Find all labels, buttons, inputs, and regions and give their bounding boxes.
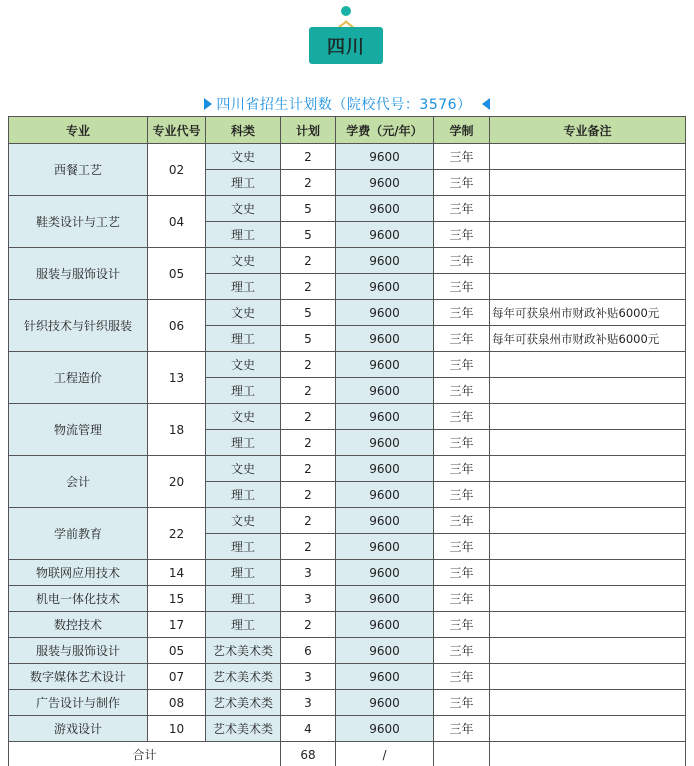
plan-cell: 3 xyxy=(281,664,336,690)
fee-cell: 9600 xyxy=(336,404,434,430)
years-cell: 三年 xyxy=(434,690,490,716)
arrow-left-icon xyxy=(482,98,490,110)
major-cell: 服装与服饰设计 xyxy=(9,638,148,664)
years-cell: 三年 xyxy=(434,404,490,430)
subject-cell: 艺术美术类 xyxy=(206,690,281,716)
subject-cell: 理工 xyxy=(206,482,281,508)
note-cell xyxy=(490,222,686,248)
fee-cell: 9600 xyxy=(336,352,434,378)
subject-cell: 理工 xyxy=(206,560,281,586)
years-cell: 三年 xyxy=(434,560,490,586)
table-row xyxy=(9,612,686,638)
column-header: 专业备注 xyxy=(490,117,686,144)
total-years xyxy=(434,742,490,766)
table-row xyxy=(9,508,686,534)
years-cell: 三年 xyxy=(434,170,490,196)
years-cell: 三年 xyxy=(434,248,490,274)
table-row xyxy=(9,586,686,612)
major-code-cell: 22 xyxy=(148,508,206,560)
column-header: 科类 xyxy=(206,117,281,144)
note-cell xyxy=(490,248,686,274)
note-cell xyxy=(490,482,686,508)
fee-cell: 9600 xyxy=(336,326,434,352)
major-cell: 广告设计与制作 xyxy=(9,690,148,716)
major-code-cell: 05 xyxy=(148,248,206,300)
note-cell xyxy=(490,690,686,716)
table-title: 四川省招生计划数（院校代号：3576） xyxy=(216,97,472,113)
note-cell xyxy=(490,196,686,222)
plan-cell: 2 xyxy=(281,508,336,534)
plan-cell: 5 xyxy=(281,326,336,352)
note-cell xyxy=(490,456,686,482)
table-row xyxy=(9,560,686,586)
plan-cell: 2 xyxy=(281,534,336,560)
subject-cell: 艺术美术类 xyxy=(206,638,281,664)
table-row xyxy=(9,638,686,664)
plan-cell: 2 xyxy=(281,482,336,508)
subject-cell: 文史 xyxy=(206,508,281,534)
subject-cell: 理工 xyxy=(206,534,281,560)
total-row xyxy=(9,742,686,766)
note-cell xyxy=(490,352,686,378)
major-code-cell: 15 xyxy=(148,586,206,612)
major-code-cell: 20 xyxy=(148,456,206,508)
major-cell: 数字媒体艺术设计 xyxy=(9,664,148,690)
years-cell: 三年 xyxy=(434,664,490,690)
note-cell xyxy=(490,586,686,612)
plan-cell: 2 xyxy=(281,170,336,196)
note-cell xyxy=(490,430,686,456)
fee-cell: 9600 xyxy=(336,716,434,742)
years-cell: 三年 xyxy=(434,716,490,742)
years-cell: 三年 xyxy=(434,326,490,352)
table-row xyxy=(9,456,686,482)
major-code-cell: 06 xyxy=(148,300,206,352)
major-code-cell: 05 xyxy=(148,638,206,664)
major-code-cell: 13 xyxy=(148,352,206,404)
plan-cell: 5 xyxy=(281,300,336,326)
arrow-right-icon xyxy=(204,98,212,110)
major-code-cell: 07 xyxy=(148,664,206,690)
total-fee: / xyxy=(336,742,434,766)
total-note xyxy=(490,742,686,766)
table-row xyxy=(9,690,686,716)
years-cell: 三年 xyxy=(434,586,490,612)
plan-cell: 4 xyxy=(281,716,336,742)
years-cell: 三年 xyxy=(434,638,490,664)
column-header: 学制 xyxy=(434,117,490,144)
major-cell: 物联网应用技术 xyxy=(9,560,148,586)
years-cell: 三年 xyxy=(434,508,490,534)
fee-cell: 9600 xyxy=(336,482,434,508)
fee-cell: 9600 xyxy=(336,222,434,248)
fee-cell: 9600 xyxy=(336,560,434,586)
plan-cell: 2 xyxy=(281,378,336,404)
note-cell xyxy=(490,716,686,742)
subject-cell: 艺术美术类 xyxy=(206,664,281,690)
plan-cell: 2 xyxy=(281,274,336,300)
major-cell: 游戏设计 xyxy=(9,716,148,742)
plan-cell: 5 xyxy=(281,222,336,248)
subject-cell: 理工 xyxy=(206,586,281,612)
province-sign-label: 四川 xyxy=(309,27,383,64)
table-row xyxy=(9,716,686,742)
fee-cell: 9600 xyxy=(336,664,434,690)
sign-pin-icon xyxy=(341,6,351,16)
plan-cell: 3 xyxy=(281,560,336,586)
plan-cell: 5 xyxy=(281,196,336,222)
subject-cell: 文史 xyxy=(206,144,281,170)
table-header-row xyxy=(9,117,686,144)
fee-cell: 9600 xyxy=(336,612,434,638)
fee-cell: 9600 xyxy=(336,690,434,716)
years-cell: 三年 xyxy=(434,222,490,248)
plan-cell: 2 xyxy=(281,456,336,482)
fee-cell: 9600 xyxy=(336,456,434,482)
note-cell: 每年可获泉州市财政补贴6000元 xyxy=(490,326,686,352)
column-header: 学费（元/年） xyxy=(336,117,434,144)
table-row xyxy=(9,300,686,326)
note-cell xyxy=(490,638,686,664)
subject-cell: 文史 xyxy=(206,456,281,482)
plan-cell: 2 xyxy=(281,404,336,430)
plan-cell: 2 xyxy=(281,612,336,638)
major-code-cell: 18 xyxy=(148,404,206,456)
total-label: 合计 xyxy=(9,742,281,766)
column-header: 专业 xyxy=(9,117,148,144)
fee-cell: 9600 xyxy=(336,378,434,404)
years-cell: 三年 xyxy=(434,196,490,222)
major-cell: 西餐工艺 xyxy=(9,144,148,196)
major-cell: 鞋类设计与工艺 xyxy=(9,196,148,248)
plan-cell: 3 xyxy=(281,586,336,612)
province-sign xyxy=(307,4,385,64)
subject-cell: 理工 xyxy=(206,274,281,300)
note-cell xyxy=(490,170,686,196)
years-cell: 三年 xyxy=(434,300,490,326)
major-cell: 学前教育 xyxy=(9,508,148,560)
table-row xyxy=(9,664,686,690)
table-row xyxy=(9,248,686,274)
major-code-cell: 08 xyxy=(148,690,206,716)
major-cell: 针织技术与针织服装 xyxy=(9,300,148,352)
note-cell xyxy=(490,560,686,586)
major-code-cell: 17 xyxy=(148,612,206,638)
years-cell: 三年 xyxy=(434,274,490,300)
subject-cell: 理工 xyxy=(206,430,281,456)
years-cell: 三年 xyxy=(434,352,490,378)
fee-cell: 9600 xyxy=(336,196,434,222)
table-row xyxy=(9,144,686,170)
subject-cell: 理工 xyxy=(206,378,281,404)
fee-cell: 9600 xyxy=(336,170,434,196)
table-row xyxy=(9,196,686,222)
major-cell: 服装与服饰设计 xyxy=(9,248,148,300)
subject-cell: 文史 xyxy=(206,196,281,222)
fee-cell: 9600 xyxy=(336,144,434,170)
major-cell: 会计 xyxy=(9,456,148,508)
major-code-cell: 04 xyxy=(148,196,206,248)
fee-cell: 9600 xyxy=(336,508,434,534)
note-cell xyxy=(490,664,686,690)
note-cell: 每年可获泉州市财政补贴6000元 xyxy=(490,300,686,326)
plan-cell: 2 xyxy=(281,430,336,456)
subject-cell: 文史 xyxy=(206,404,281,430)
subject-cell: 理工 xyxy=(206,612,281,638)
plan-cell: 2 xyxy=(281,248,336,274)
subject-cell: 艺术美术类 xyxy=(206,716,281,742)
fee-cell: 9600 xyxy=(336,430,434,456)
note-cell xyxy=(490,378,686,404)
years-cell: 三年 xyxy=(434,430,490,456)
column-header: 专业代号 xyxy=(148,117,206,144)
major-cell: 工程造价 xyxy=(9,352,148,404)
total-plan: 68 xyxy=(281,742,336,766)
table-row xyxy=(9,352,686,378)
fee-cell: 9600 xyxy=(336,638,434,664)
plan-cell: 2 xyxy=(281,352,336,378)
major-cell: 数控技术 xyxy=(9,612,148,638)
years-cell: 三年 xyxy=(434,378,490,404)
major-cell: 物流管理 xyxy=(9,404,148,456)
years-cell: 三年 xyxy=(434,482,490,508)
note-cell xyxy=(490,274,686,300)
column-header: 计划 xyxy=(281,117,336,144)
note-cell xyxy=(490,404,686,430)
note-cell xyxy=(490,144,686,170)
major-code-cell: 02 xyxy=(148,144,206,196)
years-cell: 三年 xyxy=(434,534,490,560)
major-code-cell: 14 xyxy=(148,560,206,586)
plan-cell: 6 xyxy=(281,638,336,664)
years-cell: 三年 xyxy=(434,456,490,482)
note-cell xyxy=(490,612,686,638)
table-title-row xyxy=(0,94,694,114)
major-cell: 机电一体化技术 xyxy=(9,586,148,612)
subject-cell: 文史 xyxy=(206,248,281,274)
note-cell xyxy=(490,508,686,534)
fee-cell: 9600 xyxy=(336,534,434,560)
subject-cell: 理工 xyxy=(206,326,281,352)
major-code-cell: 10 xyxy=(148,716,206,742)
years-cell: 三年 xyxy=(434,612,490,638)
plan-cell: 3 xyxy=(281,690,336,716)
fee-cell: 9600 xyxy=(336,274,434,300)
fee-cell: 9600 xyxy=(336,248,434,274)
fee-cell: 9600 xyxy=(336,586,434,612)
plan-cell: 2 xyxy=(281,144,336,170)
fee-cell: 9600 xyxy=(336,300,434,326)
enrollment-plan-table xyxy=(8,116,686,766)
table-row xyxy=(9,404,686,430)
subject-cell: 理工 xyxy=(206,222,281,248)
subject-cell: 文史 xyxy=(206,300,281,326)
years-cell: 三年 xyxy=(434,144,490,170)
note-cell xyxy=(490,534,686,560)
subject-cell: 理工 xyxy=(206,170,281,196)
subject-cell: 文史 xyxy=(206,352,281,378)
